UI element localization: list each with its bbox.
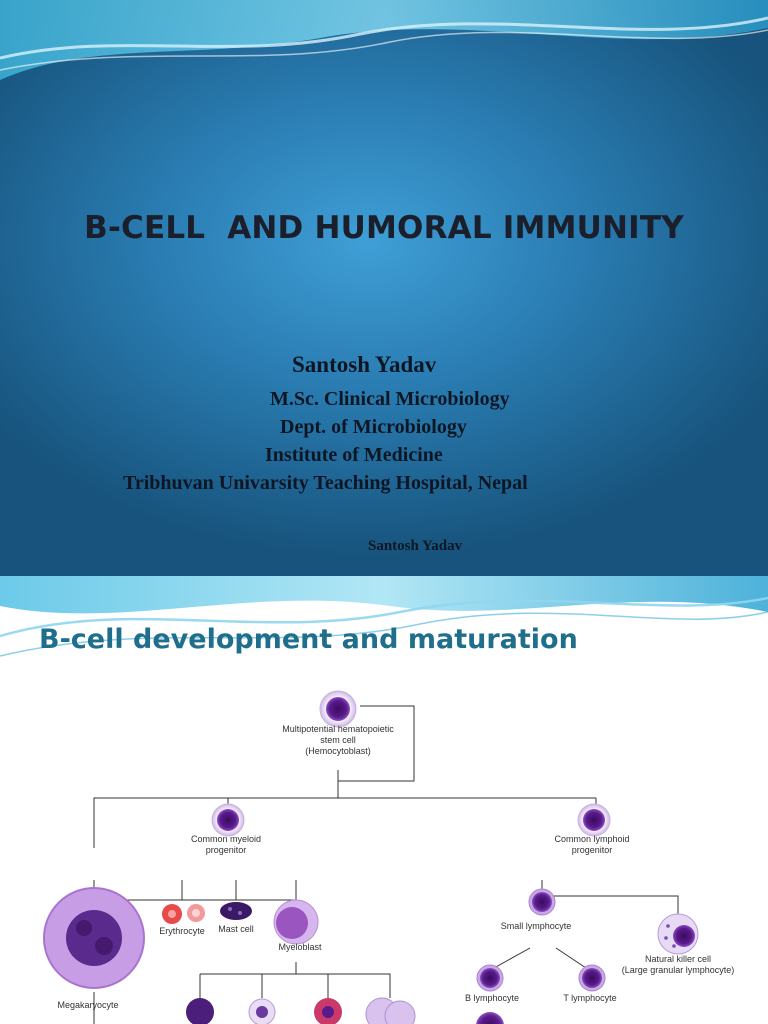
- megakaryocyte-label: Megakaryocyte: [57, 1000, 119, 1010]
- stem-cell-label: stem cell: [320, 735, 356, 745]
- affiliation-degree: M.Sc. Clinical Microbiology: [270, 388, 510, 410]
- stem-cell: [320, 691, 356, 727]
- slide-title: B-cell development and maturation: [39, 624, 578, 655]
- small-lymphocyte-label: Small lymphocyte: [500, 921, 572, 931]
- erythrocyte-cells: [162, 904, 205, 924]
- mast-cell-label: Mast cell: [218, 924, 254, 934]
- granulocyte-cells: [186, 998, 415, 1024]
- plasma-cell: [476, 1012, 504, 1024]
- stem-cell-label: (Hemocytoblast): [305, 746, 371, 756]
- affiliation-hospital: Tribhuvan Univarsity Teaching Hospital, Nepal: [123, 472, 528, 494]
- small-lymphocyte-cell: [529, 889, 555, 915]
- lymphoid-progenitor-label: Common lymphoid: [554, 834, 630, 844]
- nk-cell-label: Natural killer cell: [644, 954, 712, 964]
- nk-cell: [658, 914, 698, 954]
- b-lymphocyte-label: B lymphocyte: [464, 993, 520, 1003]
- nk-cell-label: (Large granular lymphocyte): [621, 965, 735, 975]
- content-slide: [0, 576, 768, 1024]
- myeloblast-cell: [274, 900, 318, 944]
- stem-cell-label: Multipotential hematopoietic: [282, 724, 394, 734]
- t-lymphocyte-label: T lymphocyte: [563, 993, 617, 1003]
- affiliation-department: Dept. of Microbiology: [280, 416, 467, 438]
- slide-title: B-CELL AND HUMORAL IMMUNITY: [84, 210, 684, 246]
- footer-author: Santosh Yadav: [368, 538, 463, 554]
- erythrocyte-label: Erythrocyte: [159, 926, 205, 936]
- megakaryocyte-cell: [44, 888, 144, 988]
- affiliation-institute: Institute of Medicine: [265, 444, 443, 466]
- myeloblast-label: Myeloblast: [278, 942, 322, 952]
- author-name: Santosh Yadav: [292, 352, 437, 377]
- lymphoid-progenitor-label: progenitor: [571, 845, 613, 855]
- t-lymphocyte-cell: [579, 965, 605, 991]
- myeloid-progenitor-label: Common myeloid: [190, 834, 262, 844]
- b-lymphocyte-cell: [477, 965, 503, 991]
- hematopoiesis-diagram: [0, 676, 768, 1024]
- myeloid-progenitor-label: progenitor: [205, 845, 247, 855]
- myeloid-progenitor-cell: [212, 804, 244, 836]
- decorative-wave: [0, 0, 768, 90]
- lymphoid-progenitor-cell: [578, 804, 610, 836]
- mast-cell: [220, 902, 252, 920]
